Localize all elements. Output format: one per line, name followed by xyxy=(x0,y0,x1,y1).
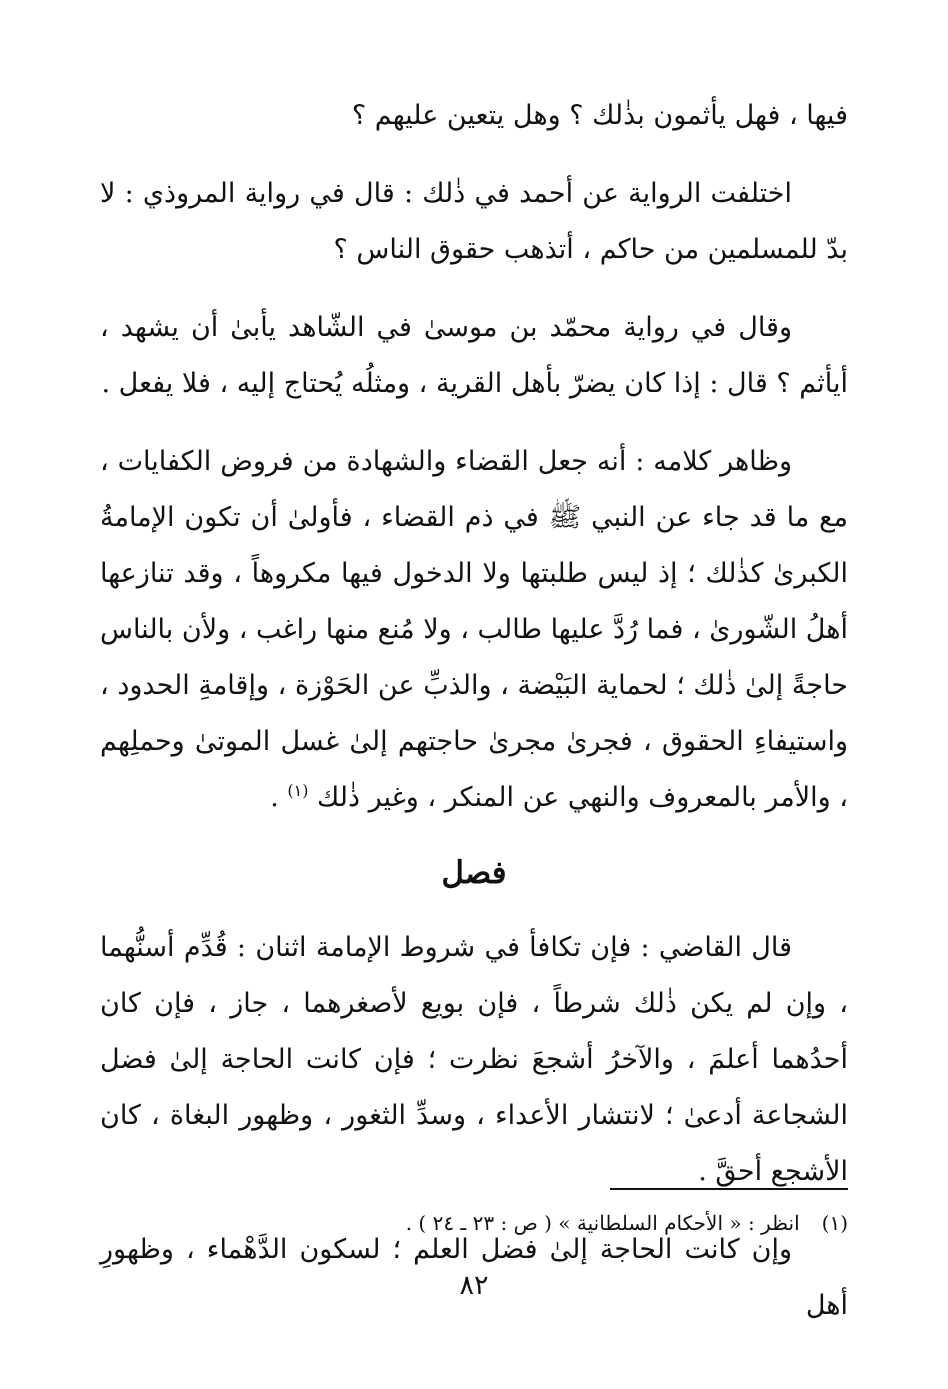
page-number: ٨٢ xyxy=(459,1270,489,1301)
paragraph-4-text: وظاهر كلامه : أنه جعل القضاء والشهادة من فروض الكفايات ، مع ما قد جاء عن النبي ﷺ في ذم القضاء ، فأولىٰ أن تكون الإمامةُ الكبرىٰ كذٰلك ؛ إذ ليس طلبتها ولا الدخول فيها مكروهاً ، وقد تنازعها أهلُ الشّورىٰ ، فما رُدَّ عليها طالب ، ولا مُنع منها راغب ، ولأن بالناس حاجةً إلىٰ ذٰلك ؛ لحماية البَيْضة ، والذبِّ عن الحَوْزة ، وإقامةِ الحدود ، واستيفاءِ الحقوق ، فجرىٰ مجرىٰ حاجتهم إلىٰ غسل الموتىٰ وحملِهم ، والأمر بالمعروف والنهي عن المنكر ، وغير ذٰلك xyxy=(100,446,848,813)
footnote-divider xyxy=(610,1188,848,1190)
footnote-text: انظر : « الأحكام السلطانية » ( ص : ٢٣ ـ ٢٤ ) . xyxy=(405,1211,800,1235)
paragraph-4 xyxy=(100,434,848,826)
paragraph-5: قال القاضي : فإن تكافأ في شروط الإمامة اثنان : قُدِّم أسنُّهما ، وإن لم يكن ذٰلك شرطاً ، فإن بويع لأصغرهما ، جاز ، فإن كان أحدُهما أعلمَ ، والآخرُ أشجعَ نظرت ؛ فإن كانت الحاجة إلىٰ فضل الشجاعة أدعىٰ ؛ لانتشار الأعداء ، وسدِّ الثغور ، وظهور البغاة ، كان الأشجع أحقَّ . xyxy=(100,932,848,1187)
paragraph-2: اختلفت الرواية عن أحمد في ذٰلك : قال في رواية المروذي : لا بدّ للمسلمين من حاكم ، أتذهب حقوق الناس ؟ xyxy=(100,178,848,265)
footnote-number: (١) xyxy=(821,1211,848,1235)
paragraph-4-end: . xyxy=(270,782,288,813)
footnote-reference[interactable]: (١) xyxy=(287,781,309,800)
paragraph-1: فيها ، فهل يأثمون بذٰلك ؟ وهل يتعين عليهم ؟ xyxy=(351,100,848,131)
footnote xyxy=(100,1206,848,1240)
paragraph-6: وإن كانت الحاجة إلىٰ فضل العلم ؛ لسكون الدَّهْماء ، وظهورِ أهل xyxy=(100,1234,848,1321)
paragraph-3: وقال في رواية محمّد بن موسىٰ في الشّاهد يأبىٰ أن يشهد ، أيأثم ؟ قال : إذا كان يضرّ بأهل القرية ، ومثلُه يُحتاج إليه ، فلا يفعل . xyxy=(100,312,848,399)
main-text xyxy=(100,88,848,1356)
section-heading: فصل xyxy=(441,855,507,891)
